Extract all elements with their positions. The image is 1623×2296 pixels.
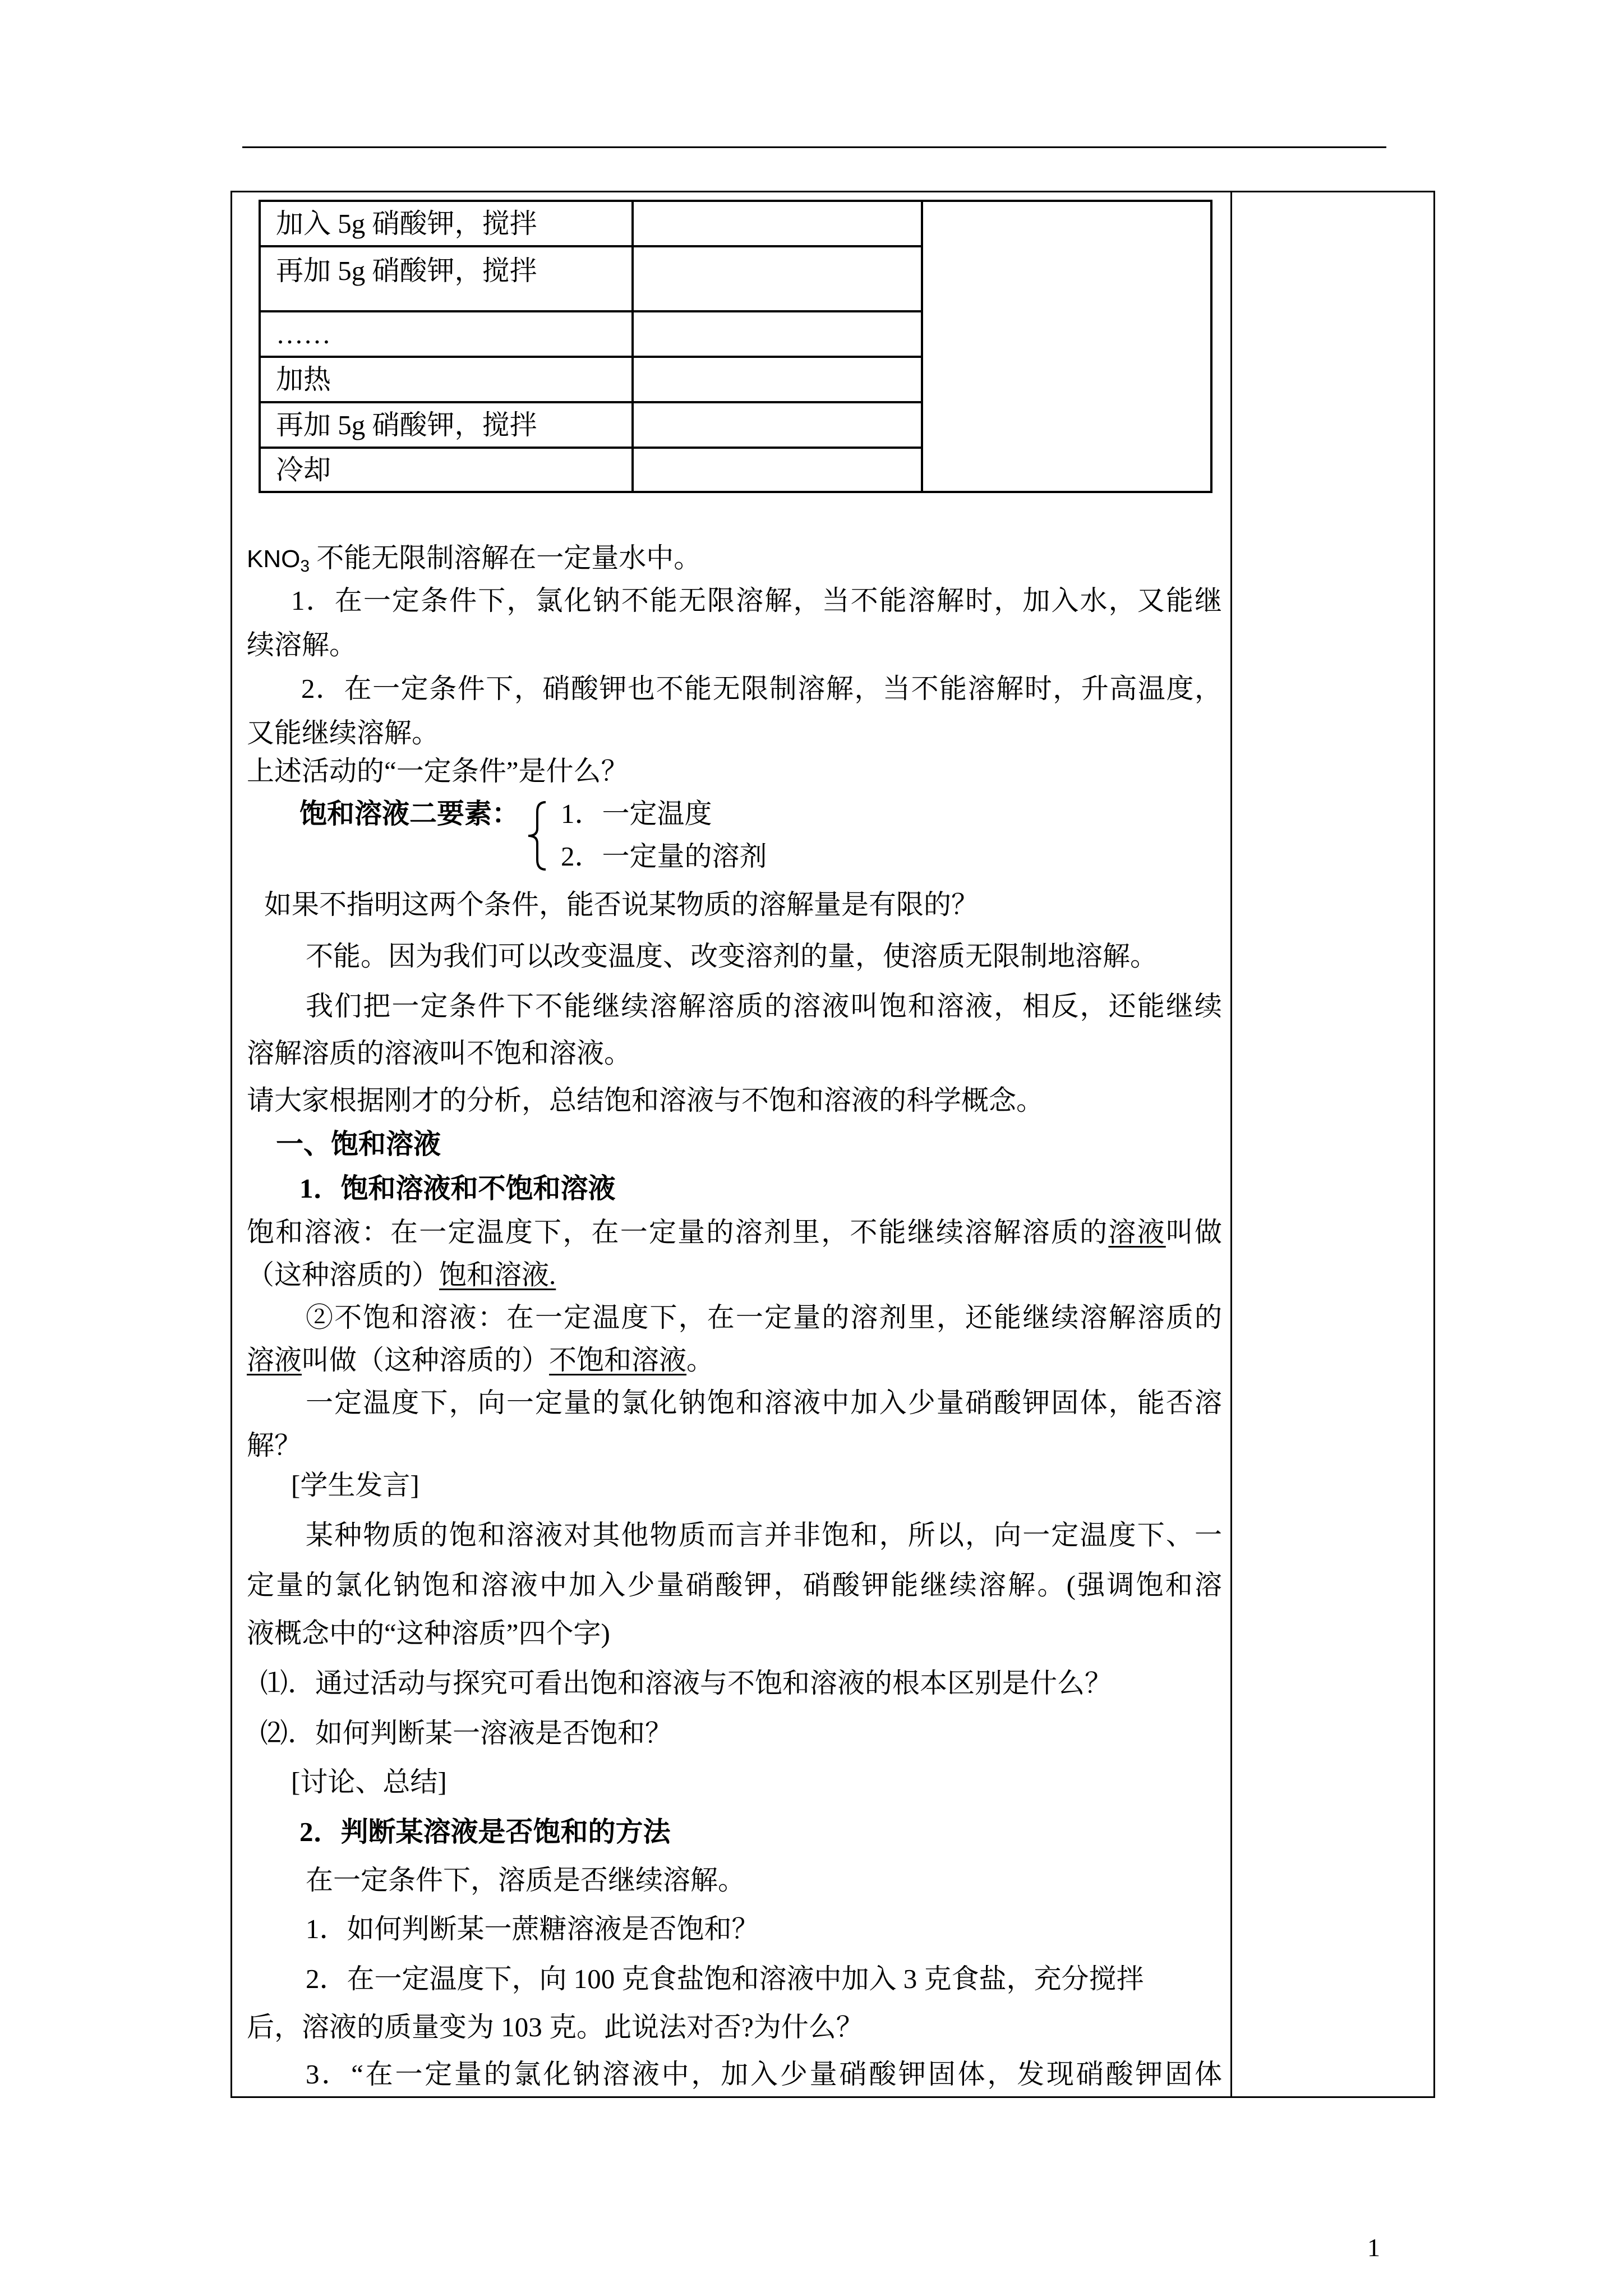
student-speech-label: [学生发言]	[291, 1470, 419, 1501]
table-row	[260, 201, 1211, 246]
unsaturated-definition-line: 溶液叫做（这种溶质的）不饱和溶液。	[247, 1345, 714, 1375]
lesson-plan-column-divider	[1230, 191, 1232, 2098]
two-elements-label: 饱和溶液二要素：	[299, 798, 520, 829]
experiment-step: 冷却	[260, 448, 633, 492]
subsection-heading: 1．饱和溶液和不饱和溶液	[299, 1173, 616, 1204]
experiment-step: 加入 5g 硝酸钾，搅拌	[260, 201, 633, 246]
student-answer-line: 液概念中的“这种溶质”四个字)	[247, 1618, 610, 1649]
saturated-definition-line: （这种溶质的）饱和溶液.	[247, 1259, 556, 1290]
question-limit: 如果不指明这两个条件，能否说某物质的溶解量是有限的？	[264, 889, 979, 920]
finding-2-line: 又能继续溶解。	[247, 717, 440, 748]
inquiry-question: ⑵．如何判断某一溶液是否饱和？	[260, 1718, 673, 1749]
experiment-step: ……	[260, 311, 633, 357]
prompt-summary: 请大家根据刚才的分析，总结饱和溶液与不饱和溶液的科学概念。	[247, 1085, 1044, 1116]
subsection-heading: 2．判断某溶液是否饱和的方法	[299, 1816, 671, 1847]
observation-cell	[633, 311, 922, 357]
conclusion-cell	[922, 201, 1211, 492]
section-heading: 一、饱和溶液	[276, 1129, 441, 1159]
underlined-term: 溶液	[1108, 1217, 1166, 1248]
element-item: 1．一定温度	[561, 798, 712, 829]
experiment-table	[259, 200, 1212, 493]
observation-cell	[633, 448, 922, 492]
saturated-definition-line: 饱和溶液：在一定温度下，在一定量的溶剂里，不能继续溶解溶质的溶液叫做	[247, 1217, 1222, 1248]
observation-cell	[633, 201, 922, 246]
method-statement: 在一定条件下，溶质是否继续溶解。	[306, 1865, 746, 1895]
page-number: 1	[1367, 2233, 1380, 2262]
finding-1-line: 1．在一定条件下，氯化钠不能无限溶解，当不能溶解时，加入水，又能继	[291, 585, 1222, 616]
inquiry-question: ⑴．通过活动与探究可看出饱和溶液与不饱和溶液的根本区别是什么？	[260, 1668, 1113, 1699]
finding-1-line: 续溶解。	[247, 629, 357, 660]
exercise-item: 3．“在一定量的氯化钠溶液中，加入少量硝酸钾固体，发现硝酸钾固体	[306, 2059, 1222, 2090]
definition-intro-line: 溶解溶质的溶液叫不饱和溶液。	[247, 1038, 632, 1069]
question-mix-line: 一定温度下，向一定量的氯化钠饱和溶液中加入少量硝酸钾固体，能否溶	[306, 1387, 1222, 1418]
curly-brace-icon	[525, 800, 548, 871]
kno3-conclusion: $KNO_3$ 不能无限制溶解在一定量水中。	[247, 542, 702, 576]
definition-intro-line: 我们把一定条件下不能继续溶解溶质的溶液叫饱和溶液，相反，还能继续	[306, 991, 1222, 1022]
experiment-step: 再加 5g 硝酸钾，搅拌	[260, 246, 633, 311]
chemical-formula: $KNO_3$	[247, 545, 310, 576]
question-condition: 上述活动的“一定条件”是什么？	[247, 756, 629, 786]
header-rule	[242, 146, 1386, 148]
discussion-label: [讨论、总结]	[291, 1766, 447, 1797]
experiment-step: 再加 5g 硝酸钾，搅拌	[260, 402, 633, 448]
observation-cell	[633, 402, 922, 448]
exercise-item: 2．在一定温度下，向 100 克食盐饱和溶液中加入 3 克食盐，充分搅拌	[306, 1963, 1144, 1994]
exercise-item: 1．如何判断某一蔗糖溶液是否饱和？	[306, 1913, 759, 1944]
unsaturated-definition-line: ②不饱和溶液：在一定温度下，在一定量的溶剂里，还能继续溶解溶质的	[306, 1302, 1222, 1333]
element-item: 2．一定量的溶剂	[561, 841, 767, 872]
underlined-term: 溶液	[247, 1345, 302, 1375]
finding-2-line: 2．在一定条件下，硝酸钾也不能无限制溶解，当不能溶解时，升高温度，	[301, 673, 1222, 704]
experiment-step: 加热	[260, 357, 633, 402]
underlined-term: 饱和溶液.	[439, 1259, 556, 1290]
answer-limit: 不能。因为我们可以改变温度、改变溶剂的量，使溶质无限制地溶解。	[306, 941, 1158, 972]
exercise-item: 后，溶液的质量变为 103 克。此说法对否?为什么？	[247, 2012, 864, 2042]
underlined-term: 不饱和溶液	[549, 1345, 687, 1375]
question-mix-line: 解？	[247, 1430, 302, 1461]
student-answer-line: 定量的氯化钠饱和溶液中加入少量硝酸钾，硝酸钾能继续溶解。(强调饱和溶	[247, 1570, 1222, 1600]
student-answer-line: 某种物质的饱和溶液对其他物质而言并非饱和，所以，向一定温度下、一	[306, 1520, 1222, 1550]
observation-cell	[633, 357, 922, 402]
observation-cell	[633, 246, 922, 311]
